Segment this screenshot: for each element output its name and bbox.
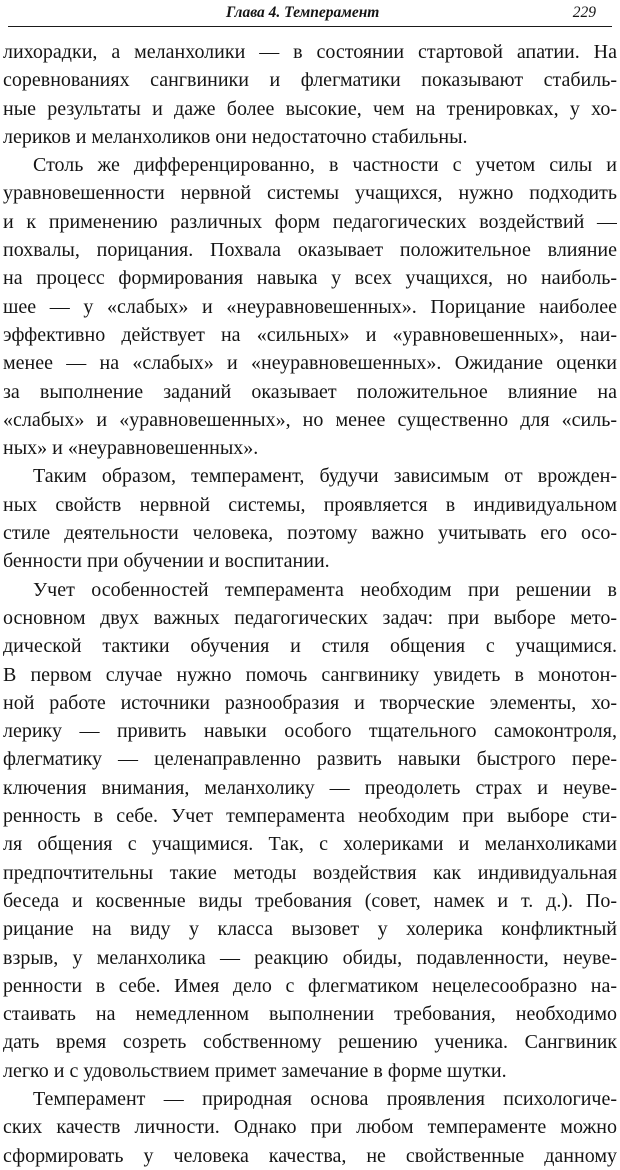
text-line: менее — на «слабых» и «неуравновешенных». Ожидание оценки (3, 352, 617, 375)
text-line: легко и с удовольствием примет замечание в форме шутки. (3, 1059, 507, 1082)
paragraph-pedagogical-tasks (3, 576, 617, 1085)
text-line: уравновешенности нервной системы учащихся, нужно подходить (3, 182, 617, 205)
text-line: ренность в себе. Учет темперамента необходим при выборе сти- (3, 805, 617, 828)
text-line: Учет особенностей темперамента необходим при решении в (33, 578, 617, 601)
text-line: ные результаты и даже более высокие, чем на тренировках, у хо- (3, 97, 617, 120)
paragraph-continuation (3, 38, 617, 151)
text-line: беседа и косвенные виды требования (совет, намек и т. д.). По- (3, 889, 617, 912)
text-line: Столь же дифференцированно, в частности с учетом силы и (33, 154, 617, 177)
text-line: «слабых» и «уравновешенных», но менее существенно для «силь- (3, 408, 617, 431)
text-line: за выполнение заданий оказывает положительное влияние на (3, 380, 617, 403)
text-line: ских качеств личности. Однако при любом темпераменте можно (3, 1116, 617, 1139)
text-line: Таким образом, темперамент, будучи зависимым от врожден- (33, 465, 617, 488)
text-line: флегматику — целенаправленно развить навыки быстрого пере- (3, 748, 617, 771)
text-line: основном двух важных педагогических задач: при выборе мето- (3, 606, 617, 629)
text-line: сформировать у человека качества, не свойственные данному (3, 1144, 617, 1167)
text-line: ля общения с учащимися. Так, с холериками и меланхоликами (3, 833, 617, 856)
text-line: бенности при обучении и воспитании. (3, 550, 330, 573)
header-rule (8, 26, 612, 27)
text-line: и к применению различных форм педагогических воздействий — (3, 210, 617, 233)
text-line: дической тактики обучения и стиля общения с учащимися. (3, 635, 617, 658)
text-line: стаивать на немедленном выполнении требования, необходимо (3, 1003, 617, 1026)
paragraph-conclusion (3, 462, 617, 575)
text-line: Темперамент — природная основа проявления психологиче- (33, 1087, 617, 1110)
text-line: на процесс формирования навыка у всех учащихся, но наиболь- (3, 267, 617, 290)
text-line: похвалы, порицания. Похвала оказывает положительное влияние (3, 239, 617, 262)
text-line: ных свойств нервной системы, проявляется в индивидуальном (3, 493, 617, 516)
body-text (3, 38, 617, 1170)
text-line: ных» и «неуравновешенных». (3, 437, 259, 460)
text-line: В первом случае нужно помочь сангвинику увидеть в монотон- (3, 663, 617, 686)
page-number: 229 (572, 4, 596, 21)
text-line: лериков и меланхоликов они недостаточно стабильны. (3, 125, 468, 148)
text-line: соревнованиях сангвиники и флегматики показывают стабиль- (3, 69, 617, 92)
text-line: стиле деятельности человека, поэтому важно учитывать его осо- (3, 522, 617, 545)
text-line: ной работе источники разнообразия и творческие элементы, хо- (3, 691, 617, 714)
running-head: Глава 4. Темперамент (226, 4, 380, 21)
text-line: взрыв, у меланхолика — реакцию обиды, подавленности, неуве- (3, 946, 617, 969)
text-line: ключения внимания, меланхолику — преодолеть страх и неуве- (3, 776, 617, 799)
text-line: лерику — привить навыки особого тщательного самоконтроля, (3, 720, 617, 743)
paragraph-temperament-basis (3, 1085, 617, 1170)
text-line: рицание на виду у класса вызовет у холерика конфликтный (3, 918, 617, 941)
text-line: дать время созреть собственному решению ученика. Сангвиник (3, 1031, 617, 1054)
page-header (8, 4, 612, 26)
text-line: эффективно действует на «сильных» и «уравновешенных», наи- (3, 323, 617, 346)
text-line: лихорадки, а меланхолики — в состоянии стартовой апатии. На (3, 41, 617, 63)
paragraph-praise-and-reproof (3, 151, 617, 462)
text-line: шее — у «слабых» и «неуравновешенных». Порицание наиболее (3, 295, 617, 318)
text-line: предпочтительны такие методы воздействия как индивидуальная (3, 861, 617, 884)
text-line: ренности в себе. Имея дело с флегматиком нецелесообразно на- (3, 974, 617, 997)
